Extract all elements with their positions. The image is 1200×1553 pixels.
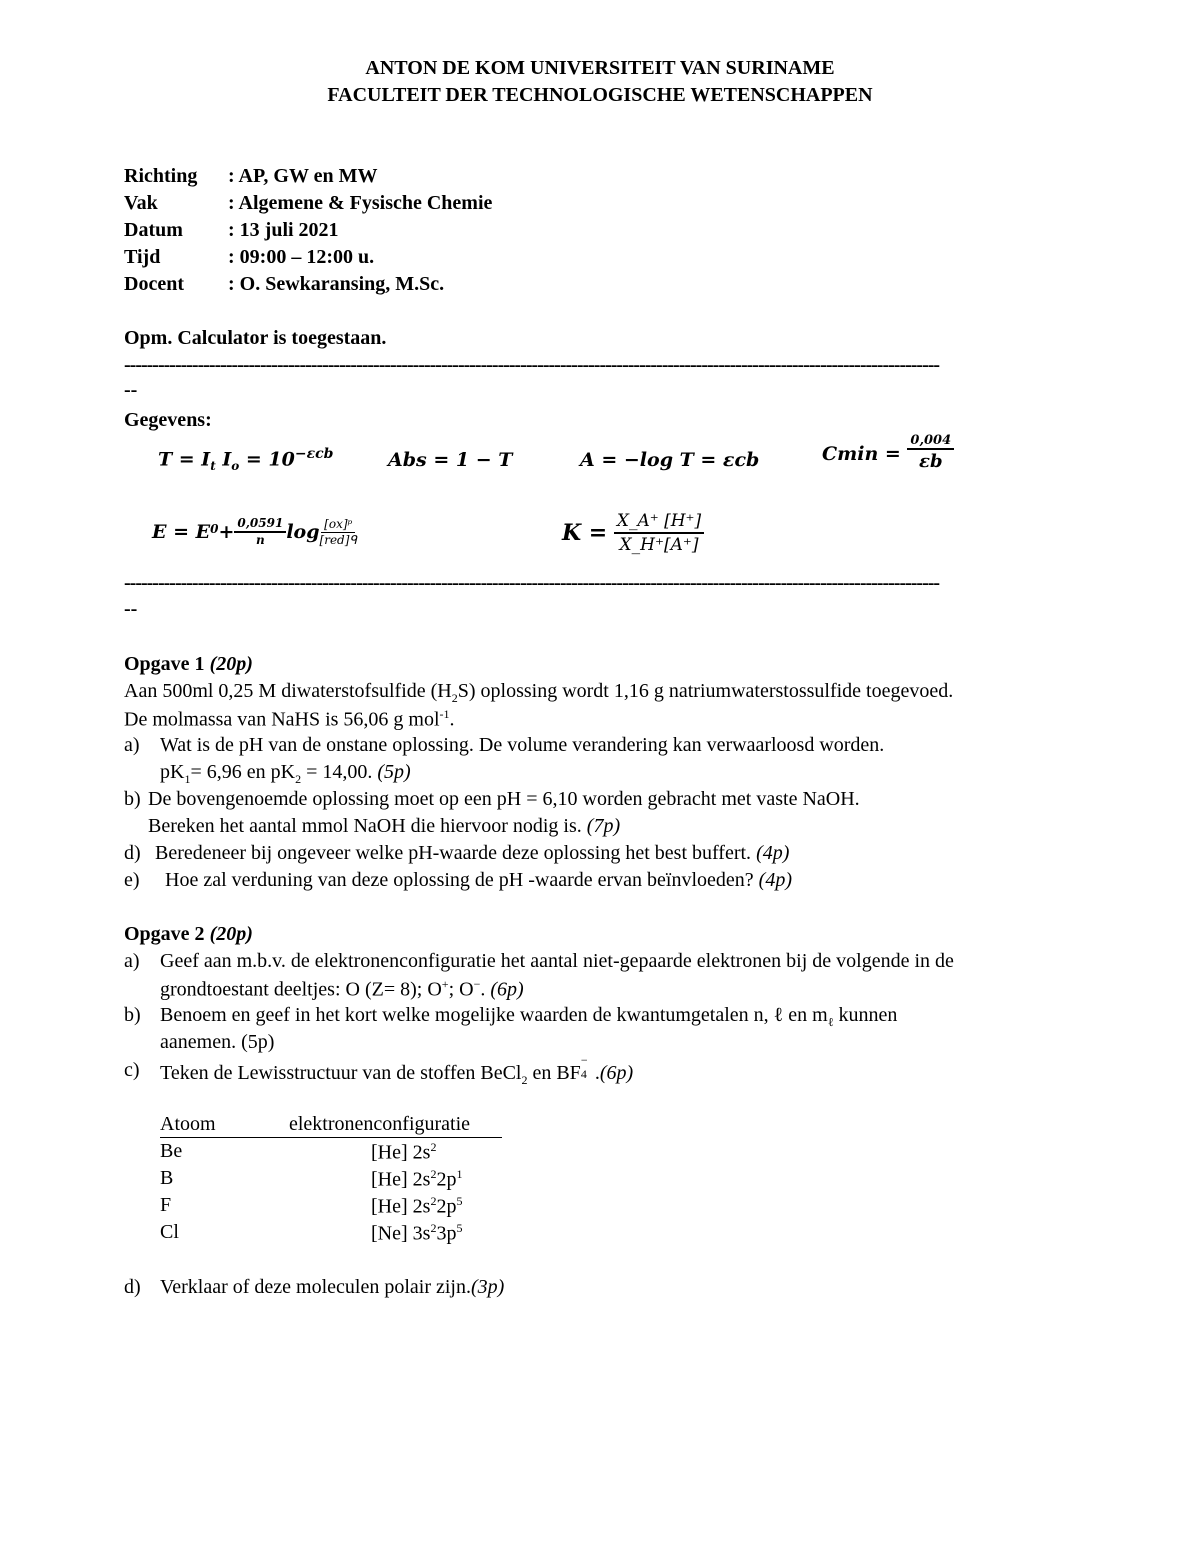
q2-c-line: Teken de Lewisstructuur van de stoffen BeCl$_2$ en BF − 4 .(6p): [160, 1053, 634, 1087]
q1-e-line: Hoe zal verduning van deze oplossing de pH -waarde ervan beïnvloeden? (4p): [165, 869, 792, 891]
q1-e-label: e): [124, 869, 140, 891]
divider-top-tail: --: [124, 379, 138, 401]
divider-bottom: ------------------------------------------------------------------------------------------------------------------------------------------------: [124, 572, 940, 594]
info-label-datum: Datum: [124, 219, 183, 241]
info-value-docent: : O. Sewkaransing, M.Sc.: [228, 273, 445, 295]
config-row-atom: Be: [160, 1140, 183, 1162]
q1-a-line2: $pK_1= 6,96$ en $pK_2 = 14,00$. (5p): [160, 761, 411, 786]
config-col-configuration: elektronenconfiguratie: [289, 1113, 471, 1135]
faculty-title: FACULTEIT DER TECHNOLOGISCHE WETENSCHAPPEN: [327, 84, 873, 106]
formula-nernst: E = E 0 + $\frac{0,0591}{n}$ log $\frac{\text{[ox]ᵖ}}{\text{[red]ᑫ}}$: [152, 516, 357, 547]
config-row-configuration: [He] $2s^22p^5$: [371, 1194, 463, 1218]
info-label-richting: Richting: [124, 165, 198, 187]
config-row-configuration: [Ne] $3s^23p^5$: [371, 1221, 463, 1245]
config-table-header: [160, 1113, 502, 1138]
q1-b-line2: Bereken het aantal mmol NaOH die hiervoor nodig is. (7p): [148, 815, 621, 837]
info-label-tijd: Tijd: [124, 246, 161, 268]
formula-k: K = $\frac{X\_A^+ [H^+]}{X\_H^+[A^+]}$: [562, 510, 704, 556]
gegevens-title: Gegevens:: [124, 409, 212, 431]
q2-d-label: d): [124, 1276, 141, 1298]
q1-a-label: a): [124, 734, 140, 756]
divider-bottom-tail: --: [124, 598, 138, 620]
info-value-datum: : 13 juli 2021: [228, 219, 339, 241]
q2-b-label: b): [124, 1004, 141, 1026]
info-value-tijd: : 09:00 – 12:00 u.: [228, 246, 375, 268]
q1-a-line1: Wat is de pH van de onstane oplossing. De volume verandering kan verwaarloosd worden.: [160, 734, 885, 756]
formula-beer-lambert: A = −log T = εcb: [580, 449, 760, 471]
info-label-vak: Vak: [124, 192, 158, 214]
q2-b-line2: aanemen. (5p): [160, 1031, 275, 1053]
q2-d-line: Verklaar of deze moleculen polair zijn.(3p): [160, 1276, 505, 1298]
q2-b-line1: Benoem en geef in het kort welke mogelijke waarden de kwantumgetalen n, ℓ en $m_\ell$ kunnen: [160, 1004, 898, 1029]
university-title: ANTON DE KOM UNIVERSITEIT VAN SURINAME: [365, 57, 835, 79]
config-row-atom: B: [160, 1167, 174, 1189]
q2-heading: Opgave 2 (20p): [124, 923, 253, 945]
formula-absorbance: Abs = 1 − T: [388, 449, 513, 471]
info-label-docent: Docent: [124, 273, 184, 295]
nernst-fraction: $\frac{0,0591}{n}$: [234, 516, 286, 548]
cmin-fraction: $\frac{0,004}{\varepsilon b}$: [907, 433, 954, 474]
config-row-configuration: [He] $2s^22p^1$: [371, 1167, 463, 1191]
q1-intro-line1: Aan 500ml 0,25 M diwaterstofsulfide $(H_2S)$ oplossing wordt 1,16 g natriumwaterstossulfide toegevoed.: [124, 680, 954, 705]
config-row-atom: F: [160, 1194, 172, 1216]
config-col-atom: Atoom: [160, 1113, 216, 1135]
divider-top: ------------------------------------------------------------------------------------------------------------------------------------------------: [124, 354, 940, 376]
config-row-configuration: [He] $2s^2$: [371, 1140, 437, 1164]
q1-heading: Opgave 1 (20p): [124, 653, 253, 675]
info-value-vak: : Algemene & Fysische Chemie: [228, 192, 493, 214]
q2-a-line1: Geef aan m.b.v. de elektronenconfiguratie het aantal niet-gepaarde elektronen bij de volgende in de: [160, 950, 954, 972]
k-fraction: $\frac{X\_A^+ [H^+]}{X\_H^+[A^+]}$: [614, 510, 704, 556]
formula-cmin: Cmin = $\frac{0,004}{\varepsilon b}$: [822, 433, 954, 474]
q2-a-line2: grondtoestant deeltjes: O (Z= 8); O+; O−. (6p): [160, 977, 524, 1001]
q2-a-label: a): [124, 950, 140, 972]
q1-d-label: d): [124, 842, 141, 864]
nernst-log-fraction: $\frac{\text{[ox]ᵖ}}{\text{[red]ᑫ}}$: [319, 516, 357, 547]
formula-transmittance: $T = I_t$ $I_o = 10^{-\varepsilon cb}$: [158, 446, 334, 474]
q1-d-line: Beredeneer bij ongeveer welke pH-waarde deze oplossing het best buffert. (4p): [155, 842, 790, 864]
calculator-note: Opm. Calculator is toegestaan.: [124, 327, 387, 349]
q1-b-line1: De bovengenoemde oplossing moet op een pH = 6,10 worden gebracht met vaste NaOH.: [148, 788, 860, 810]
q2-c-label: c): [124, 1059, 140, 1081]
config-row-atom: Cl: [160, 1221, 179, 1243]
info-value-richting: : AP, GW en MW: [228, 165, 378, 187]
q1-b-label: b): [124, 788, 141, 810]
q1-intro-line2: De molmassa van NaHS is 56,06 g mol$^{-1}$.: [124, 707, 455, 731]
